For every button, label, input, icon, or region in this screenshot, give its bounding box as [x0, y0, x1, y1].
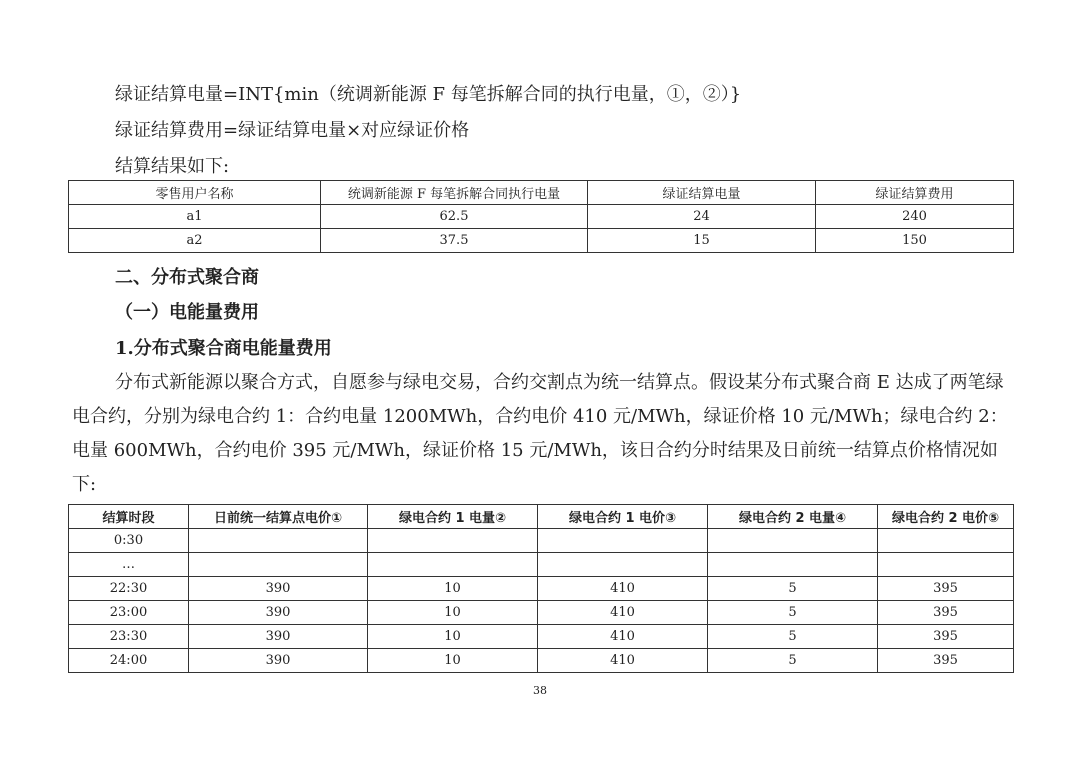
table-cell: 390	[189, 649, 368, 673]
table-cell: 23:00	[69, 601, 189, 625]
table-cell: 24	[588, 205, 816, 229]
table-cell: 10	[368, 601, 538, 625]
table-cell: 150	[816, 229, 1014, 253]
table-row	[69, 649, 1014, 673]
table-cell: a1	[69, 205, 321, 229]
table-cell: 22:30	[69, 577, 189, 601]
table-row	[69, 577, 1014, 601]
table-row	[69, 625, 1014, 649]
body-paragraph: 分布式新能源以聚合方式，自愿参与绿电交易，合约交割点为统一结算点。假设某分布式聚合商 E 达成了两笔绿电合约，分别为绿电合约 1：合约电量 1200MWh，合约电价 410 元/MWh，绿证价格 10 元/MWh；绿电合约 2：电量 600MWh，合约电价 395 元/MWh，绿证价格 15 元/MWh，该日合约分时结果及日前统一结算点价格情况如下:	[72, 372, 1008, 495]
table-cell: 395	[878, 601, 1014, 625]
table-row	[69, 553, 1014, 577]
table-header-cell: 结算时段	[69, 505, 189, 529]
table-cell: 10	[368, 577, 538, 601]
page-number: 38	[533, 684, 547, 697]
table-cell: 5	[708, 625, 878, 649]
table-header-cell: 绿证结算费用	[816, 181, 1014, 205]
table-header-row	[69, 181, 1014, 205]
table-cell	[708, 529, 878, 553]
table-cell: 390	[189, 601, 368, 625]
table-cell: 395	[878, 625, 1014, 649]
table-cell	[368, 553, 538, 577]
table-cell: 24:00	[69, 649, 189, 673]
table-header-cell: 绿电合约 2 电价⑤	[878, 505, 1014, 529]
section-heading: 二、分布式聚合商	[115, 267, 259, 288]
table-cell: 15	[588, 229, 816, 253]
subsection-heading: （一）电能量费用	[115, 302, 259, 323]
hourly-contract-table	[68, 504, 1014, 673]
table-cell	[878, 553, 1014, 577]
table-header-row	[69, 505, 1014, 529]
table-cell	[538, 529, 708, 553]
table-header-cell: 绿电合约 1 电价③	[538, 505, 708, 529]
formula-settlement-fee: 绿证结算费用=绿证结算电量×对应绿证价格	[115, 120, 470, 141]
table-cell: 395	[878, 577, 1014, 601]
table-cell	[189, 529, 368, 553]
table-header-cell: 绿证结算电量	[588, 181, 816, 205]
table-cell: 5	[708, 649, 878, 673]
table-cell: 10	[368, 625, 538, 649]
table-row	[69, 601, 1014, 625]
table-cell: 10	[368, 649, 538, 673]
table-header-cell: 日前统一结算点电价①	[189, 505, 368, 529]
table-cell: 23:30	[69, 625, 189, 649]
subsubsection-heading: 1.分布式聚合商电能量费用	[115, 338, 332, 359]
table-cell	[368, 529, 538, 553]
table-cell: 390	[189, 577, 368, 601]
table-row	[69, 529, 1014, 553]
table-cell: 410	[538, 625, 708, 649]
table-cell	[708, 553, 878, 577]
table-cell: 0:30	[69, 529, 189, 553]
table-header-cell: 零售用户名称	[69, 181, 321, 205]
table-cell: 390	[189, 625, 368, 649]
settlement-result-intro: 结算结果如下:	[115, 156, 230, 177]
formula-settlement-volume: 绿证结算电量=INT{min（统调新能源 F 每笔拆解合同的执行电量，①，②）}	[115, 84, 742, 105]
table-cell: 395	[878, 649, 1014, 673]
table-cell: 62.5	[321, 205, 588, 229]
table-cell: 410	[538, 601, 708, 625]
table-cell: a2	[69, 229, 321, 253]
table-cell: 410	[538, 577, 708, 601]
table-cell: 240	[816, 205, 1014, 229]
table-header-cell: 绿电合约 2 电量④	[708, 505, 878, 529]
table-cell	[189, 553, 368, 577]
table-header-cell: 绿电合约 1 电量②	[368, 505, 538, 529]
table-row	[69, 205, 1014, 229]
table-header-cell: 统调新能源 F 每笔拆解合同执行电量	[321, 181, 588, 205]
table-cell	[538, 553, 708, 577]
table-cell: …	[69, 553, 189, 577]
table-cell: 5	[708, 601, 878, 625]
table-cell: 5	[708, 577, 878, 601]
table-row	[69, 229, 1014, 253]
retail-settlement-table	[68, 180, 1014, 253]
table-cell	[878, 529, 1014, 553]
table-cell: 37.5	[321, 229, 588, 253]
table-cell: 410	[538, 649, 708, 673]
